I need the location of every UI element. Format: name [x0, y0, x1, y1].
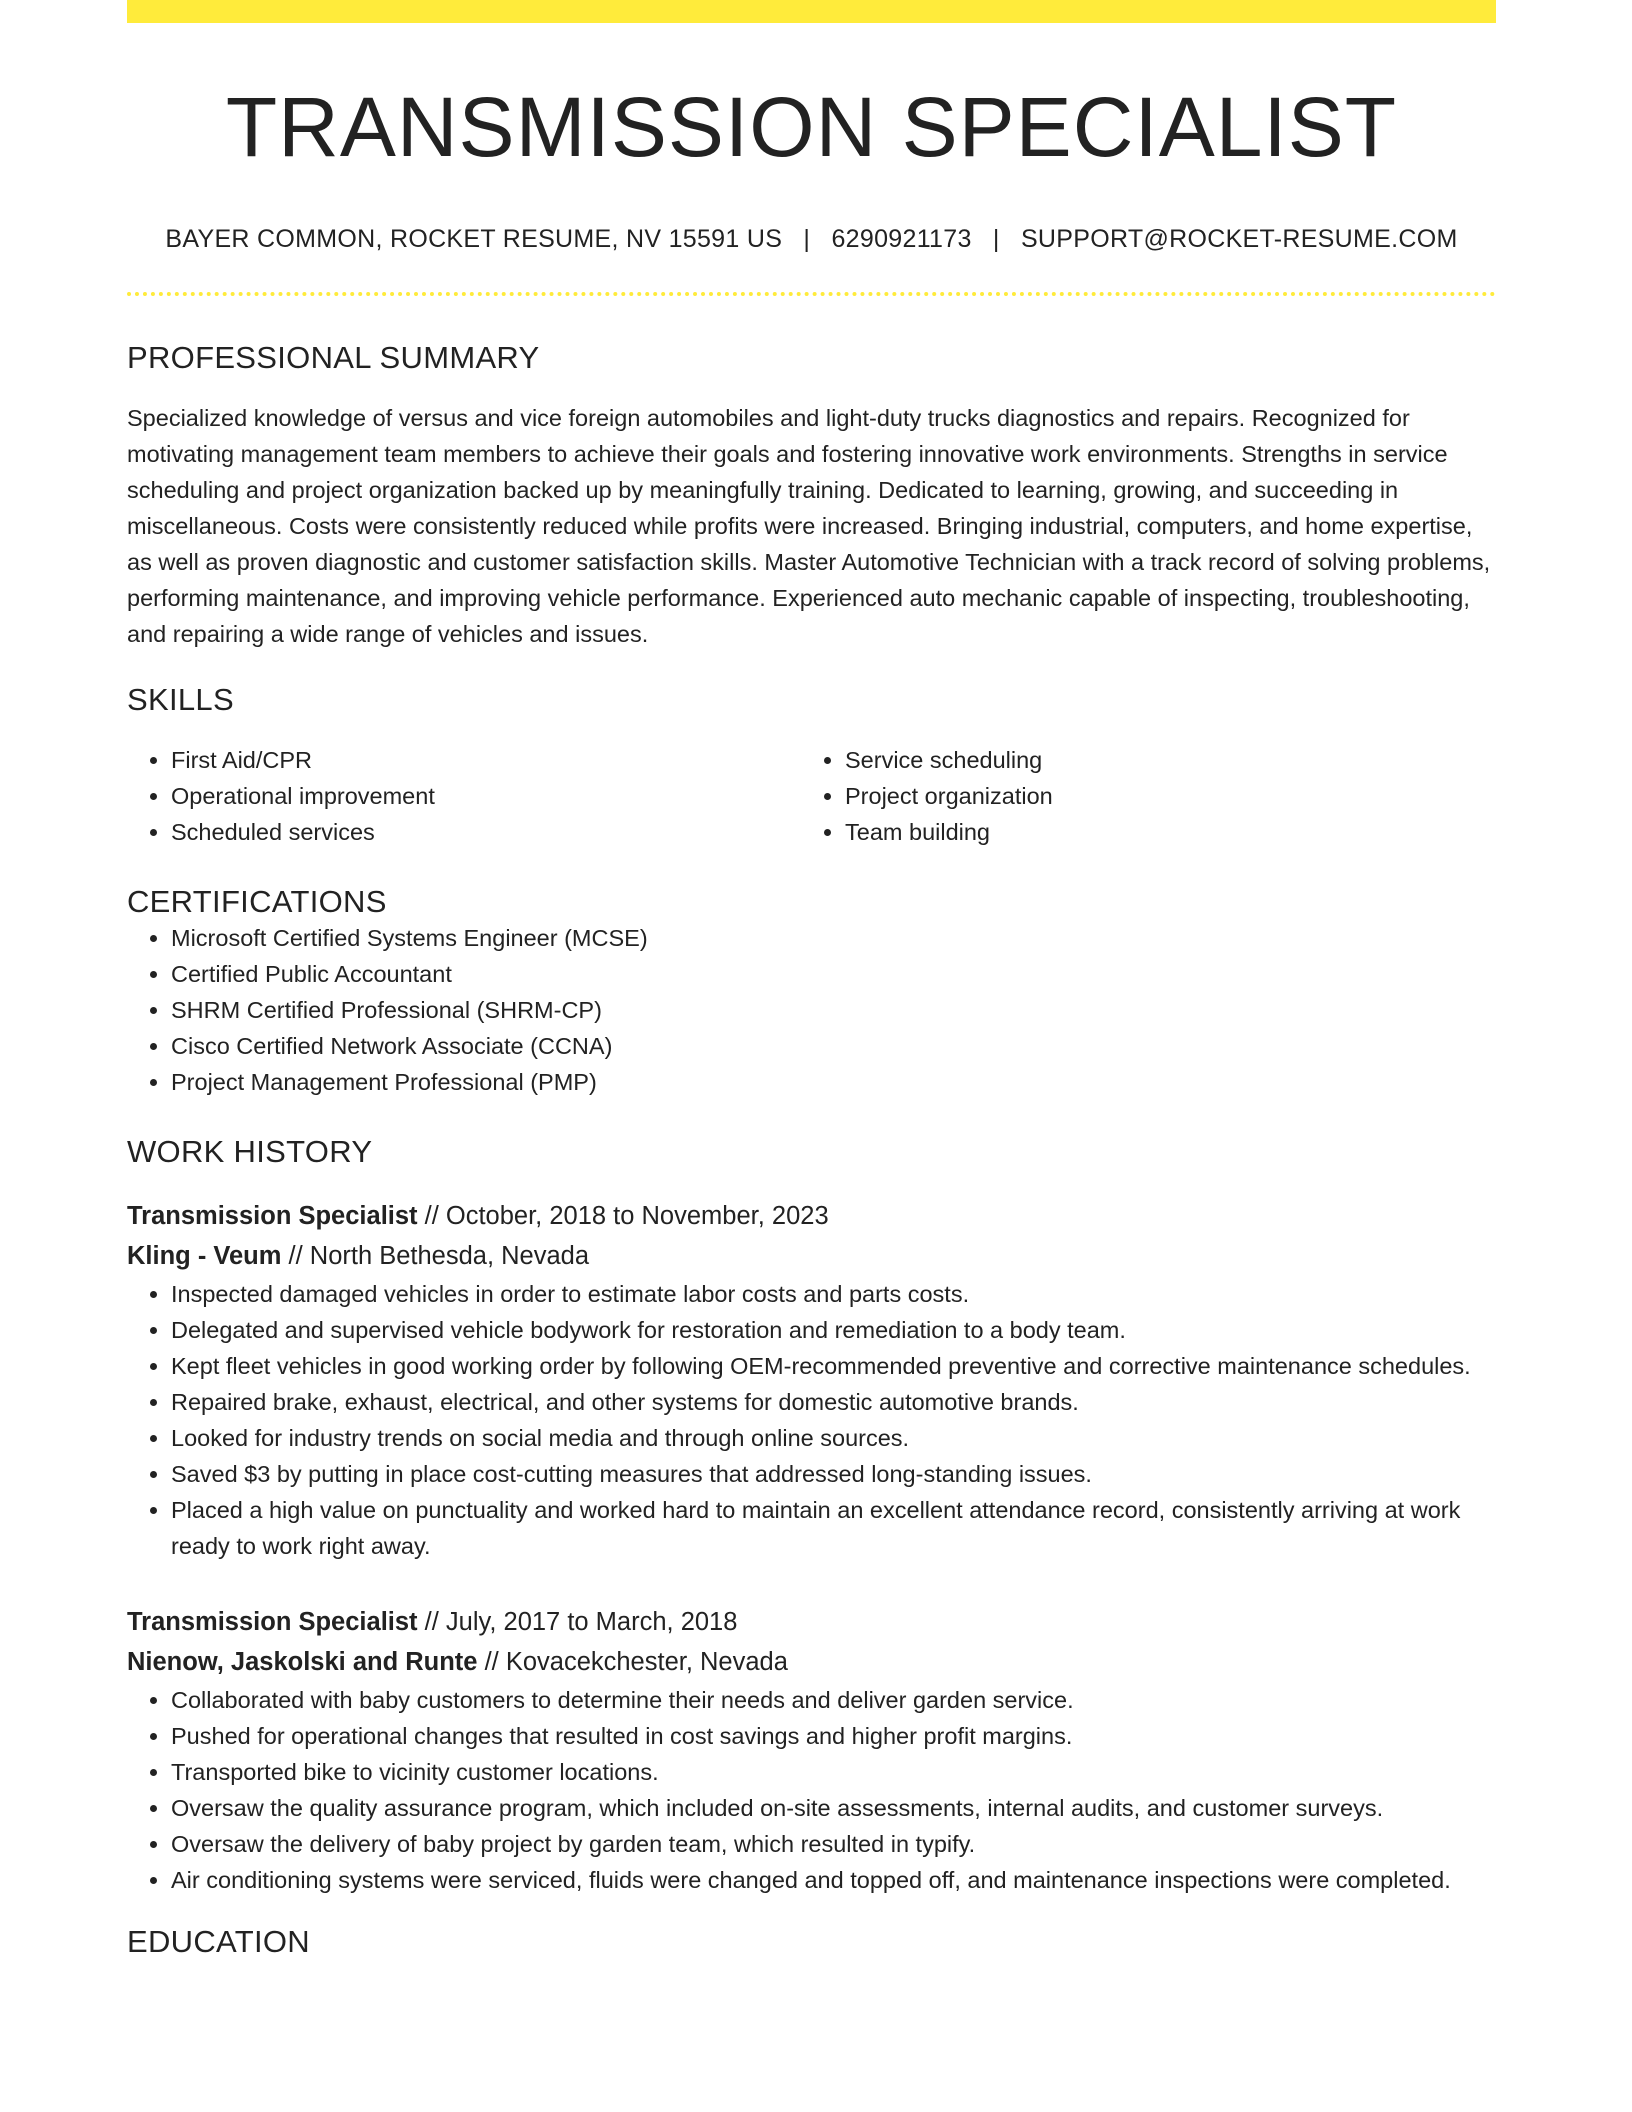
- duty-item: • Transported bike to vicinity customer locations.: [171, 1754, 1496, 1790]
- certification-item: • Project Management Professional (PMP): [171, 1064, 1496, 1100]
- skills-column-left: [127, 742, 801, 850]
- duty-item: • Kept fleet vehicles in good working order by following OEM-recommended preventive and corrective maintenance schedules.: [171, 1348, 1496, 1384]
- duty-item: • Inspected damaged vehicles in order to estimate labor costs and parts costs.: [171, 1276, 1496, 1312]
- duty-item: • Oversaw the quality assurance program, which included on-site assessments, internal audits, and customer surveys.: [171, 1790, 1496, 1826]
- phone: 6290921173: [831, 225, 972, 254]
- job-duties: [127, 1276, 1496, 1564]
- separator: |: [992, 225, 1000, 254]
- duty-item: • Saved $3 by putting in place cost-cutting measures that addressed long-standing issues.: [171, 1456, 1496, 1492]
- work-history-heading: WORK HISTORY: [127, 1134, 373, 1170]
- certifications-list: [127, 920, 1496, 1100]
- resume-page: [127, 0, 1496, 1960]
- education-heading: EDUCATION: [127, 1924, 310, 1960]
- skill-item: • Project organization: [845, 778, 1475, 814]
- duty-item: • Delegated and supervised vehicle bodywork for restoration and remediation to a body team.: [171, 1312, 1496, 1348]
- summary-text: Specialized knowledge of versus and vice foreign automobiles and light-duty trucks diagnostics and repairs. Recognized for motivating management team members to achieve their goals and fostering innovative work environments. Strengths in service scheduling and project organization backed up by meaningfully training. Dedicated to learning, growing, and succeeding in miscellaneous. Costs were consistently reduced while profits were increased. Bringing industrial, computers, and home expertise, as well as proven diagnostic and customer satisfaction skills. Master Automotive Technician with a track record of solving problems, performing maintenance, and improving vehicle performance. Experienced auto mechanic capable of inspecting, troubleshooting, and repairing a wide range of vehicles and issues.: [127, 405, 1491, 648]
- skill-item: • Service scheduling: [845, 742, 1475, 778]
- duty-item: • Repaired brake, exhaust, electrical, and other systems for domestic automotive brands.: [171, 1384, 1496, 1420]
- duty-item: • Collaborated with baby customers to determine their needs and deliver garden service.: [171, 1682, 1496, 1718]
- accent-bar: [127, 0, 1496, 23]
- job-title-line: [127, 1196, 1496, 1236]
- resume-title: TRANSMISSION SPECIALIST: [225, 80, 1398, 174]
- job-duties: [127, 1682, 1496, 1898]
- skill-item: • First Aid/CPR: [171, 742, 801, 778]
- job-dates: // July, 2017 to March, 2018: [417, 1608, 738, 1637]
- job-company: Nienow, Jaskolski and Runte: [127, 1648, 478, 1677]
- skill-item: • Operational improvement: [171, 778, 801, 814]
- divider: [127, 292, 1496, 296]
- separator: |: [803, 225, 811, 254]
- certification-item: • Cisco Certified Network Associate (CCNA): [171, 1028, 1496, 1064]
- job-title-line: [127, 1602, 1496, 1642]
- duty-item: • Air conditioning systems were serviced, fluids were changed and topped off, and maintenance inspections were completed.: [171, 1862, 1496, 1898]
- job-title: Transmission Specialist: [127, 1608, 418, 1637]
- skills-list: [127, 742, 1496, 850]
- certification-item: • Certified Public Accountant: [171, 956, 1496, 992]
- skills-heading: SKILLS: [127, 682, 234, 718]
- contact-line: [127, 225, 1496, 254]
- duty-item: • Oversaw the delivery of baby project by garden team, which resulted in typify.: [171, 1826, 1496, 1862]
- job-dates: // October, 2018 to November, 2023: [417, 1202, 829, 1231]
- job-company-line: [127, 1236, 1496, 1276]
- address: BAYER COMMON, ROCKET RESUME, NV 15591 US: [165, 225, 783, 254]
- job-company-line: [127, 1642, 1496, 1682]
- job-company: Kling - Veum: [127, 1242, 282, 1271]
- certification-item: • Microsoft Certified Systems Engineer (MCSE): [171, 920, 1496, 956]
- skill-item: • Scheduled services: [171, 814, 801, 850]
- duty-item: • Pushed for operational changes that resulted in cost savings and higher profit margins.: [171, 1718, 1496, 1754]
- job-location: // North Bethesda, Nevada: [281, 1242, 590, 1271]
- certifications-heading: CERTIFICATIONS: [127, 884, 387, 920]
- job-title: Transmission Specialist: [127, 1202, 418, 1231]
- job-entry: [127, 1196, 1496, 1564]
- duty-item: • Looked for industry trends on social media and through online sources.: [171, 1420, 1496, 1456]
- certification-item: • SHRM Certified Professional (SHRM-CP): [171, 992, 1496, 1028]
- job-entry: [127, 1602, 1496, 1898]
- job-location: // Kovacekchester, Nevada: [477, 1648, 788, 1677]
- summary-heading: PROFESSIONAL SUMMARY: [127, 340, 540, 376]
- skills-column-right: [801, 742, 1475, 850]
- skill-item: • Team building: [845, 814, 1475, 850]
- duty-item: • Placed a high value on punctuality and worked hard to maintain an excellent attendance record, consistently arriving at work ready to work right away.: [171, 1492, 1496, 1564]
- email: SUPPORT@ROCKET-RESUME.COM: [1020, 225, 1458, 254]
